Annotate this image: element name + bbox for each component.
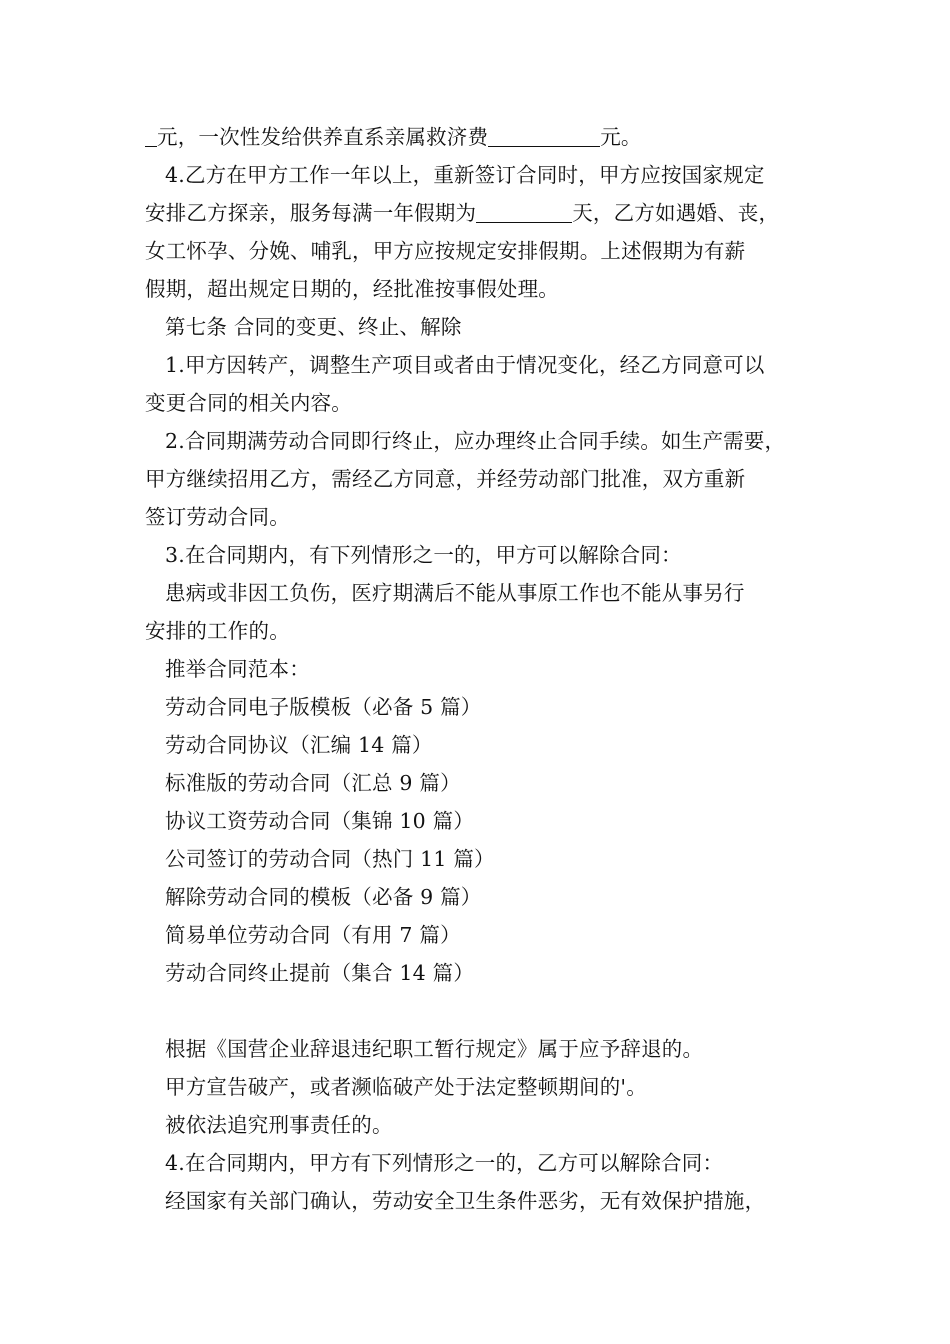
blank-line xyxy=(145,992,825,1030)
paragraph-line: 假期，超出规定日期的，经批准按事假处理。 xyxy=(145,277,559,301)
paragraph-line: 被依法追究刑事责任的。 xyxy=(165,1113,393,1137)
document-body xyxy=(145,118,825,1220)
recommended-link[interactable]: 解除劳动合同的模板（必备 9 篇） xyxy=(165,885,482,909)
recommended-link[interactable]: 简易单位劳动合同（有用 7 篇） xyxy=(165,923,461,947)
recommended-heading: 推举合同范本： xyxy=(165,657,310,681)
paragraph-line: 元，一次性发给供养直系亲属救济费 元。 xyxy=(145,118,825,156)
recommended-link[interactable]: 劳动合同电子版模板（必备 5 篇） xyxy=(165,695,482,719)
paragraph-line: 甲方宣告破产，或者濒临破产处于法定整顿期间的'。 xyxy=(165,1075,647,1099)
paragraph-line: 安排的工作的。 xyxy=(145,619,290,643)
paragraph-line: 患病或非因工负伤，医疗期满后不能从事原工作也不能从事另行 xyxy=(165,581,745,605)
paragraph-line: 经国家有关部门确认，劳动安全卫生条件恶劣，无有效保护措施， xyxy=(165,1189,766,1213)
paragraph-line: 签订劳动合同。 xyxy=(145,505,290,529)
fill-blank[interactable] xyxy=(476,200,572,223)
paragraph-line: 变更合同的相关内容。 xyxy=(145,391,352,415)
recommended-link[interactable]: 协议工资劳动合同（集锦 10 篇） xyxy=(165,809,475,833)
paragraph-line: 女工怀孕、分娩、哺乳，甲方应按规定安排假期。上述假期为有薪 xyxy=(145,239,746,263)
recommended-link[interactable]: 标准版的劳动合同（汇总 9 篇） xyxy=(165,771,461,795)
paragraph-line: 根据《国营企业辞退违纪职工暂行规定》属于应予辞退的。 xyxy=(165,1037,704,1061)
paragraph-line: 4.在合同期内，甲方有下列情形之一的，乙方可以解除合同： xyxy=(165,1151,724,1175)
recommended-link[interactable]: 劳动合同终止提前（集合 14 篇） xyxy=(165,961,475,985)
paragraph-line: 2.合同期满劳动合同即行终止，应办理终止合同手续。如生产需要， xyxy=(165,429,786,453)
article-heading: 第七条 合同的变更、终止、解除 xyxy=(165,315,462,339)
recommended-link[interactable]: 劳动合同协议（汇编 14 篇） xyxy=(165,733,433,757)
paragraph-line: 3.在合同期内，有下列情形之一的，甲方可以解除合同： xyxy=(165,543,682,567)
recommended-link[interactable]: 公司签订的劳动合同（热门 11 篇） xyxy=(165,847,495,871)
paragraph-line: 1.甲方因转产，调整生产项目或者由于情况变化，经乙方同意可以 xyxy=(165,353,765,377)
fill-blank[interactable] xyxy=(145,124,157,147)
paragraph-line: 4.乙方在甲方工作一年以上，重新签订合同时，甲方应按国家规定 xyxy=(165,163,765,187)
paragraph-line: 安排乙方探亲，服务每满一年假期为 天，乙方如遇婚、丧， xyxy=(145,201,780,225)
fill-blank[interactable] xyxy=(488,124,600,147)
paragraph-line: 甲方继续招用乙方，需经乙方同意，并经劳动部门批准，双方重新 xyxy=(145,467,746,491)
